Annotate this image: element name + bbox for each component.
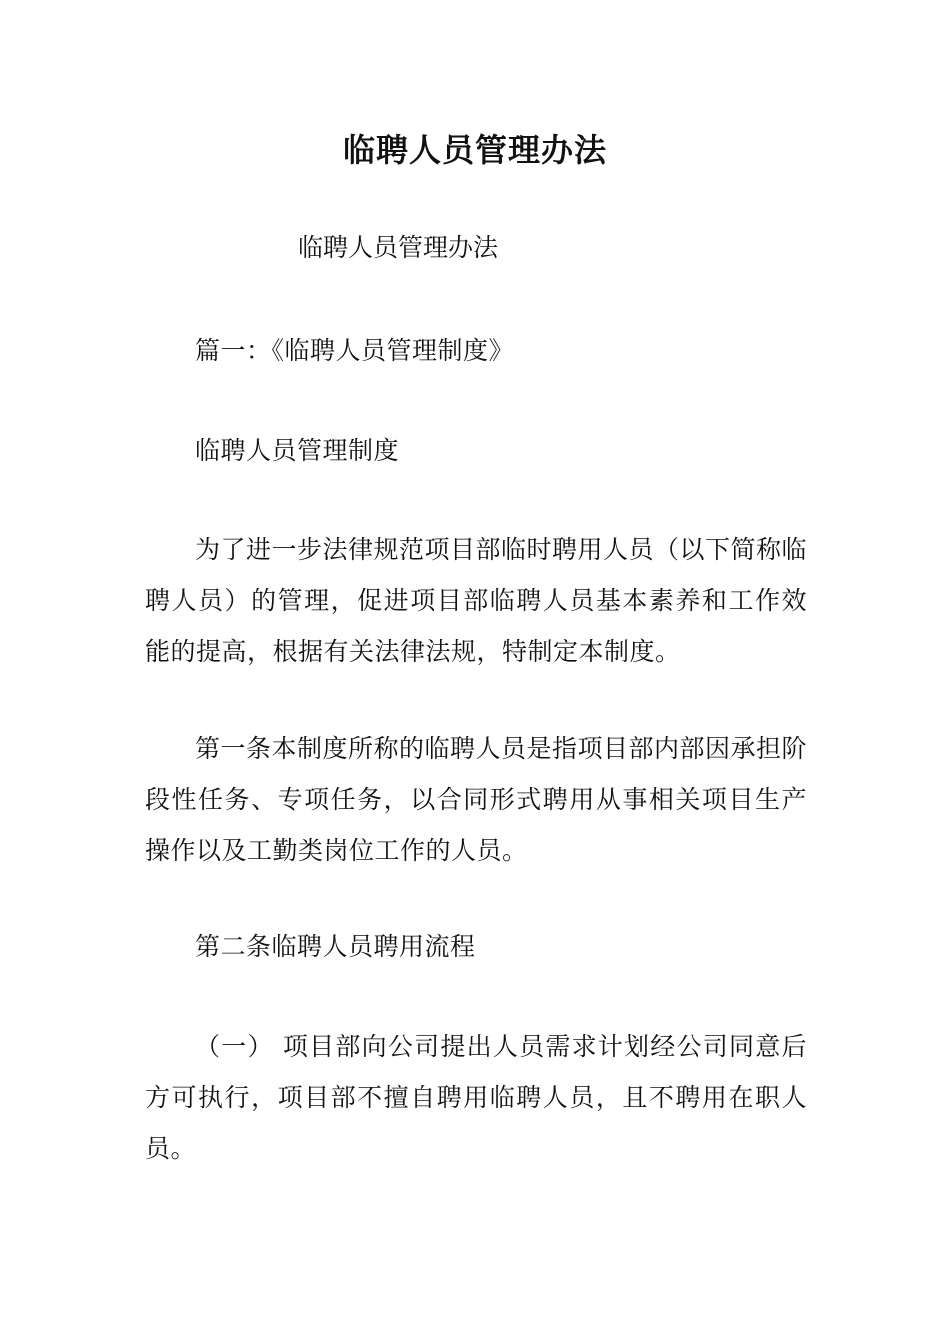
paragraph-article-2-item-1: （一） 项目部向公司提出人员需求计划经公司同意后方可执行，项目部不擅自聘用临聘人员，且不聘用在职人员。: [145, 1032, 807, 1163]
document-title: 临聘人员管理办法: [342, 131, 607, 169]
section-heading: 篇一：《临聘人员管理制度》: [195, 336, 515, 365]
paragraph-article-2-heading: 第二条临聘人员聘用流程: [195, 932, 476, 961]
paragraph-intro: 为了进一步法律规范项目部临时聘用人员（以下简称临聘人员）的管理，促进项目部临聘人员基本素养和工作效能的提高，根据有关法律法规，特制定本制度。: [145, 535, 808, 666]
regulation-title: 临聘人员管理制度: [195, 436, 400, 465]
paragraph-article-1: 第一条本制度所称的临聘人员是指项目部内部因承担阶段性任务、专项任务，以合同形式聘用从事相关项目生产操作以及工勤类岗位工作的人员。: [145, 734, 808, 865]
document-subtitle: 临聘人员管理办法: [298, 233, 499, 262]
